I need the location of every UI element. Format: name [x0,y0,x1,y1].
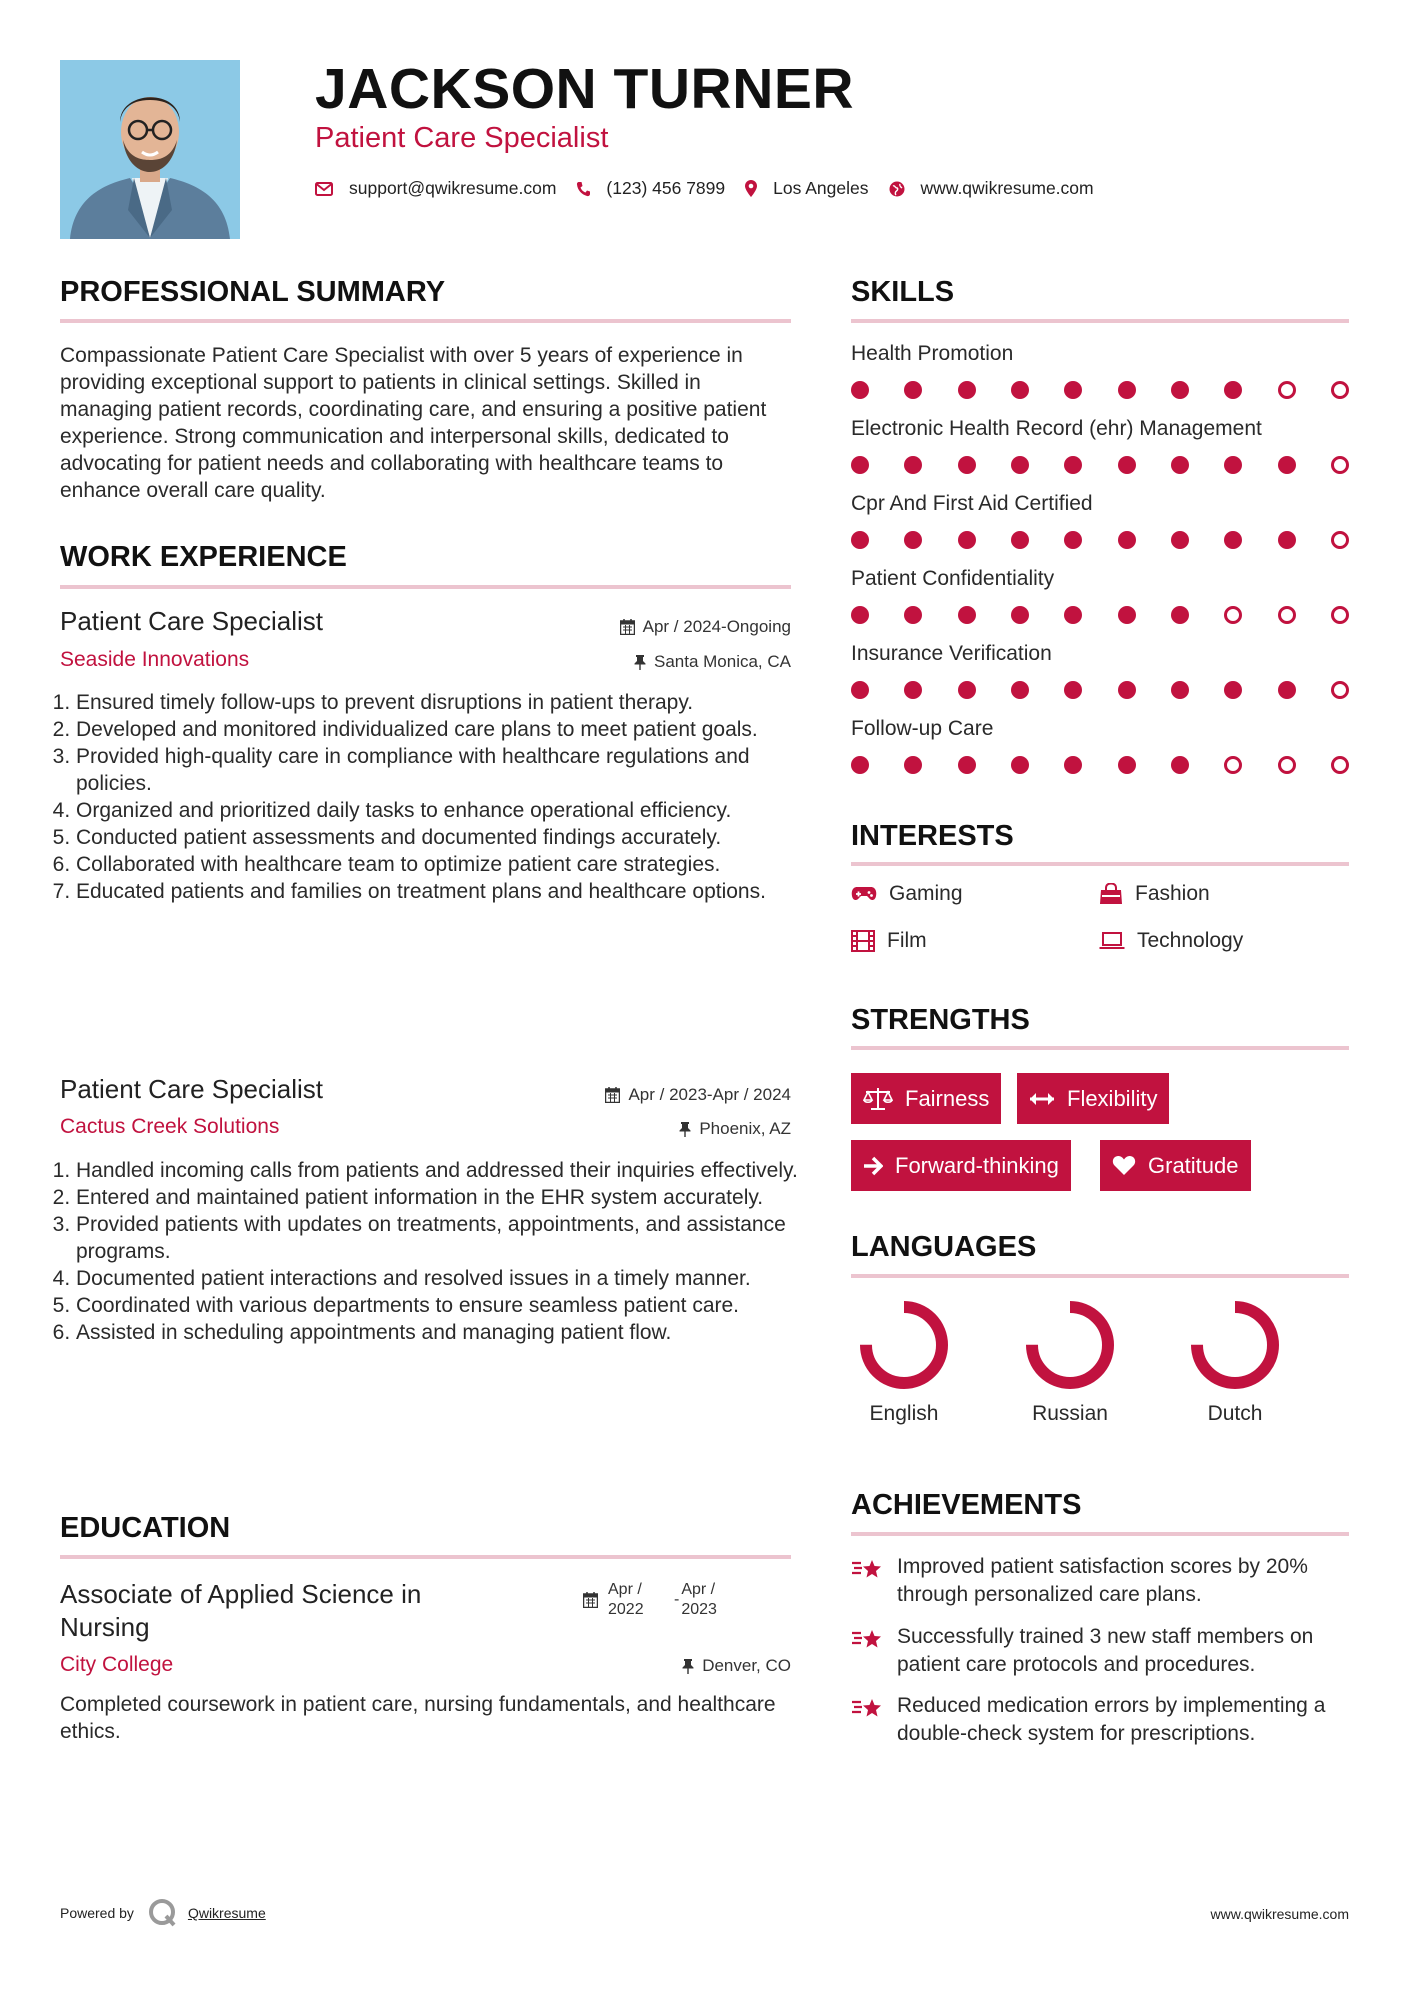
rating-dot-filled [851,456,869,474]
skill-rating [851,381,1349,401]
contact-email-text: support@qwikresume.com [349,178,557,198]
rating-dot-filled [1171,381,1189,399]
languages-heading: LANGUAGES [851,1231,1037,1263]
education-date-end: Apr / 2023 [681,1581,717,1618]
job-location-text: Santa Monica, CA [653,652,791,671]
skill-name: Patient Confidentiality [851,567,1055,590]
job-date-text: Apr / 2024-Ongoing [642,617,791,636]
list-item: 5. Coordinated with various departments to ensure seamless patient care. [76,1292,811,1319]
map-pin-icon [745,180,757,197]
contact-location [745,178,868,199]
calendar-icon [620,619,635,635]
shooting-star-icon [851,1555,885,1583]
language-proficiency-ring [834,1297,974,1393]
achievement-text: Reduced medication errors by implementing a double-check system for prescriptions. [897,1694,1326,1745]
rating-dot-filled [1171,531,1189,549]
rating-dot-filled [904,606,922,624]
rating-dot-empty [1331,681,1349,699]
list-item: 4. Documented patient interactions and resolved issues in a timely manner. [76,1265,811,1292]
achievement-item [851,1623,1361,1679]
strengths-heading: STRENGTHS [851,1004,1030,1036]
achievement-item [851,1553,1361,1609]
job-title: Patient Care Specialist [60,1074,324,1104]
rating-dot-filled [904,381,922,399]
rating-dot-filled [958,456,976,474]
balance-scale-icon [863,1087,893,1111]
rating-dot-filled [1011,681,1029,699]
profile-photo [60,60,240,239]
qwikresume-logo-icon [148,1898,178,1928]
powered-by-label: Powered by [60,1905,134,1921]
rating-dot-filled [851,381,869,399]
rating-dot-empty [1331,756,1349,774]
skill-name: Health Promotion [851,342,1014,365]
skills-divider [851,319,1349,323]
rating-dot-filled [1064,681,1082,699]
rating-dot-filled [1118,531,1136,549]
rating-dot-filled [958,381,976,399]
strength-label: Fairness [905,1085,990,1111]
shooting-star-icon [851,1694,885,1722]
rating-dot-filled [1171,606,1189,624]
candidate-name: JACKSON TURNER [315,57,855,121]
job-title: Patient Care Specialist [60,606,324,636]
skill-rating [851,531,1349,551]
shopping-bag-icon [1099,883,1123,905]
skills-heading: SKILLS [851,276,955,308]
contact-phone[interactable] [576,178,725,199]
proficiency-arc [1032,1307,1108,1383]
rating-dot-empty [1278,756,1296,774]
job-company: Cactus Creek Solutions [60,1115,280,1138]
rating-dot-filled [1011,381,1029,399]
interest-item [851,929,927,953]
rating-dot-filled [1064,456,1082,474]
list-item: 1. Ensured timely follow-ups to prevent disruptions in patient therapy. [76,689,811,716]
list-item: 3. Provided high-quality care in compliance with healthcare regulations and policies. [76,743,811,797]
contact-website-text: www.qwikresume.com [920,178,1094,198]
interest-item [1099,882,1210,906]
rating-dot-empty [1224,756,1242,774]
language-proficiency-ring [1000,1297,1140,1393]
rating-dot-filled [851,606,869,624]
summary-text: Compassionate Patient Care Specialist with over 5 years of experience in providing exceptional support to patients in clinical settings. Skilled in managing patient records, coordinating care, and ensuring a positive patient experience. Strong communication and interpersonal skills, dedicated to advocating for patient needs and collaborating with healthcare teams to enhance overall care quality. [60,344,767,502]
rating-dot-filled [1118,381,1136,399]
education-dates [583,1580,731,1620]
interest-label: Film [887,929,927,952]
list-item: 6. Assisted in scheduling appointments and managing patient flow. [76,1319,811,1346]
arrow-right-icon [863,1156,883,1176]
rating-dot-filled [1278,456,1296,474]
rating-dot-filled [851,531,869,549]
achievement-item [851,1692,1361,1748]
gamepad-icon [851,886,877,902]
rating-dot-empty [1331,606,1349,624]
language-item [1000,1297,1140,1426]
strength-chip [851,1140,1071,1191]
job-location [634,652,791,672]
rating-dot-filled [1011,756,1029,774]
globe-icon [889,181,905,197]
rating-dot-filled [904,531,922,549]
job-location-text: Phoenix, AZ [699,1119,791,1138]
rating-dot-empty [1331,456,1349,474]
interests-divider [851,862,1349,866]
interest-label: Fashion [1135,882,1210,905]
rating-dot-filled [1064,606,1082,624]
rating-dot-filled [1118,756,1136,774]
rating-dot-filled [1224,681,1242,699]
envelope-icon [315,182,333,196]
shooting-star-icon [851,1625,885,1653]
rating-dot-filled [904,681,922,699]
pushpin-icon [682,1658,694,1674]
rating-dot-filled [1064,531,1082,549]
skill-name: Cpr And First Aid Certified [851,492,1093,515]
work-divider [60,585,791,589]
skill-rating [851,456,1349,476]
skill-rating [851,681,1349,701]
list-item: 5. Conducted patient assessments and documented findings accurately. [76,824,811,851]
rating-dot-filled [1224,456,1242,474]
strength-label: Gratitude [1148,1152,1239,1178]
rating-dot-filled [1011,531,1029,549]
strength-label: Flexibility [1067,1085,1158,1111]
interest-item [851,882,963,906]
education-heading: EDUCATION [60,1512,231,1544]
education-date-start: Apr / 2022 [608,1581,644,1618]
education-description: Completed coursework in patient care, nursing fundamentals, and healthcare ethics. [60,1693,776,1743]
job-date-text: Apr / 2023-Apr / 2024 [628,1085,791,1104]
language-item [1165,1297,1305,1426]
rating-dot-filled [904,756,922,774]
arrows-horizontal-icon [1029,1092,1055,1106]
job-date [605,1085,791,1105]
heart-icon [1112,1155,1136,1176]
rating-dot-filled [1064,756,1082,774]
rating-dot-filled [1118,606,1136,624]
strength-chip [1017,1073,1169,1124]
education-divider [60,1555,791,1559]
job-date [620,617,791,637]
list-item: 1. Handled incoming calls from patients and addressed their inquiries effectively. [76,1157,811,1184]
skill-name: Follow-up Care [851,717,994,740]
rating-dot-filled [1224,381,1242,399]
achievements-heading: ACHIEVEMENTS [851,1489,1082,1521]
achievement-text: Improved patient satisfaction scores by 20% through personalized care plans. [897,1555,1308,1606]
rating-dot-filled [1224,531,1242,549]
summary-divider [60,319,791,323]
skill-rating [851,756,1349,776]
interests-heading: INTERESTS [851,820,1014,852]
rating-dot-filled [1171,456,1189,474]
strengths-divider [851,1046,1349,1050]
film-icon [851,930,875,952]
proficiency-arc [866,1307,942,1383]
list-item: 3. Provided patients with updates on treatments, appointments, and assistance programs. [76,1211,811,1265]
rating-dot-empty [1224,606,1242,624]
rating-dot-filled [1278,681,1296,699]
list-item: 4. Organized and prioritized daily tasks to enhance operational efficiency. [76,797,811,824]
work-heading: WORK EXPERIENCE [60,541,347,573]
contact-location-text: Los Angeles [773,178,869,198]
rating-dot-filled [904,456,922,474]
rating-dot-empty [1331,381,1349,399]
rating-dot-filled [1278,531,1296,549]
rating-dot-filled [851,681,869,699]
degree-title: Associate of Applied Science in Nursing [60,1579,422,1642]
proficiency-arc [1197,1307,1273,1383]
calendar-icon [605,1087,620,1103]
language-item [834,1297,974,1426]
language-name: English [869,1402,939,1425]
contact-bar [315,178,1114,199]
list-item: 2. Developed and monitored individualized care plans to meet patient goals. [76,716,811,743]
pushpin-icon [679,1121,691,1137]
strength-chip [1100,1140,1251,1191]
language-name: Dutch [1207,1402,1263,1425]
achievement-text: Successfully trained 3 new staff members on patient care protocols and procedures. [897,1625,1314,1676]
contact-phone-text: (123) 456 7899 [606,178,726,198]
phone-icon [576,181,590,197]
brand-link[interactable]: Qwikresume [187,1905,266,1921]
education-location [682,1656,791,1676]
contact-website[interactable] [889,178,1094,199]
rating-dot-filled [851,756,869,774]
list-item: 2. Entered and maintained patient information in the EHR system accurately. [76,1184,811,1211]
list-item: 7. Educated patients and families on treatment plans and healthcare options. [76,878,811,905]
interest-label: Technology [1137,929,1244,952]
rating-dot-filled [958,681,976,699]
laptop-icon [1099,932,1125,950]
skill-rating [851,606,1349,626]
calendar-icon [583,1592,598,1608]
skill-name: Electronic Health Record (ehr) Management [851,417,1262,440]
language-proficiency-ring [1165,1297,1305,1393]
language-name: Russian [1032,1402,1108,1425]
skill-name: Insurance Verification [851,642,1052,665]
pushpin-icon [634,654,646,670]
interest-item [1099,929,1243,953]
school-name: City College [60,1653,174,1676]
rating-dot-empty [1278,381,1296,399]
summary-heading: PROFESSIONAL SUMMARY [60,276,446,308]
candidate-title: Patient Care Specialist [315,122,609,154]
footer-branding [60,1898,266,1928]
rating-dot-empty [1278,606,1296,624]
job-bullet-list [58,1157,811,1346]
interest-label: Gaming [889,882,963,905]
rating-dot-filled [1011,606,1029,624]
languages-divider [851,1274,1349,1278]
job-company: Seaside Innovations [60,648,250,671]
job-bullet-list [58,689,811,905]
footer-url[interactable]: www.qwikresume.com [1210,1906,1349,1922]
rating-dot-filled [1118,456,1136,474]
list-item: 6. Collaborated with healthcare team to optimize patient care strategies. [76,851,811,878]
strength-chip [851,1073,1001,1124]
education-date-separator: - [674,1591,680,1608]
rating-dot-filled [1064,381,1082,399]
education-location-text: Denver, CO [702,1656,791,1675]
rating-dot-filled [1171,756,1189,774]
rating-dot-filled [1118,681,1136,699]
rating-dot-filled [958,606,976,624]
rating-dot-filled [1171,681,1189,699]
rating-dot-filled [958,756,976,774]
strength-label: Forward-thinking [895,1152,1059,1178]
rating-dot-empty [1331,531,1349,549]
rating-dot-filled [958,531,976,549]
achievements-divider [851,1532,1349,1536]
job-location [679,1119,791,1139]
contact-email[interactable] [315,178,556,199]
rating-dot-filled [1011,456,1029,474]
